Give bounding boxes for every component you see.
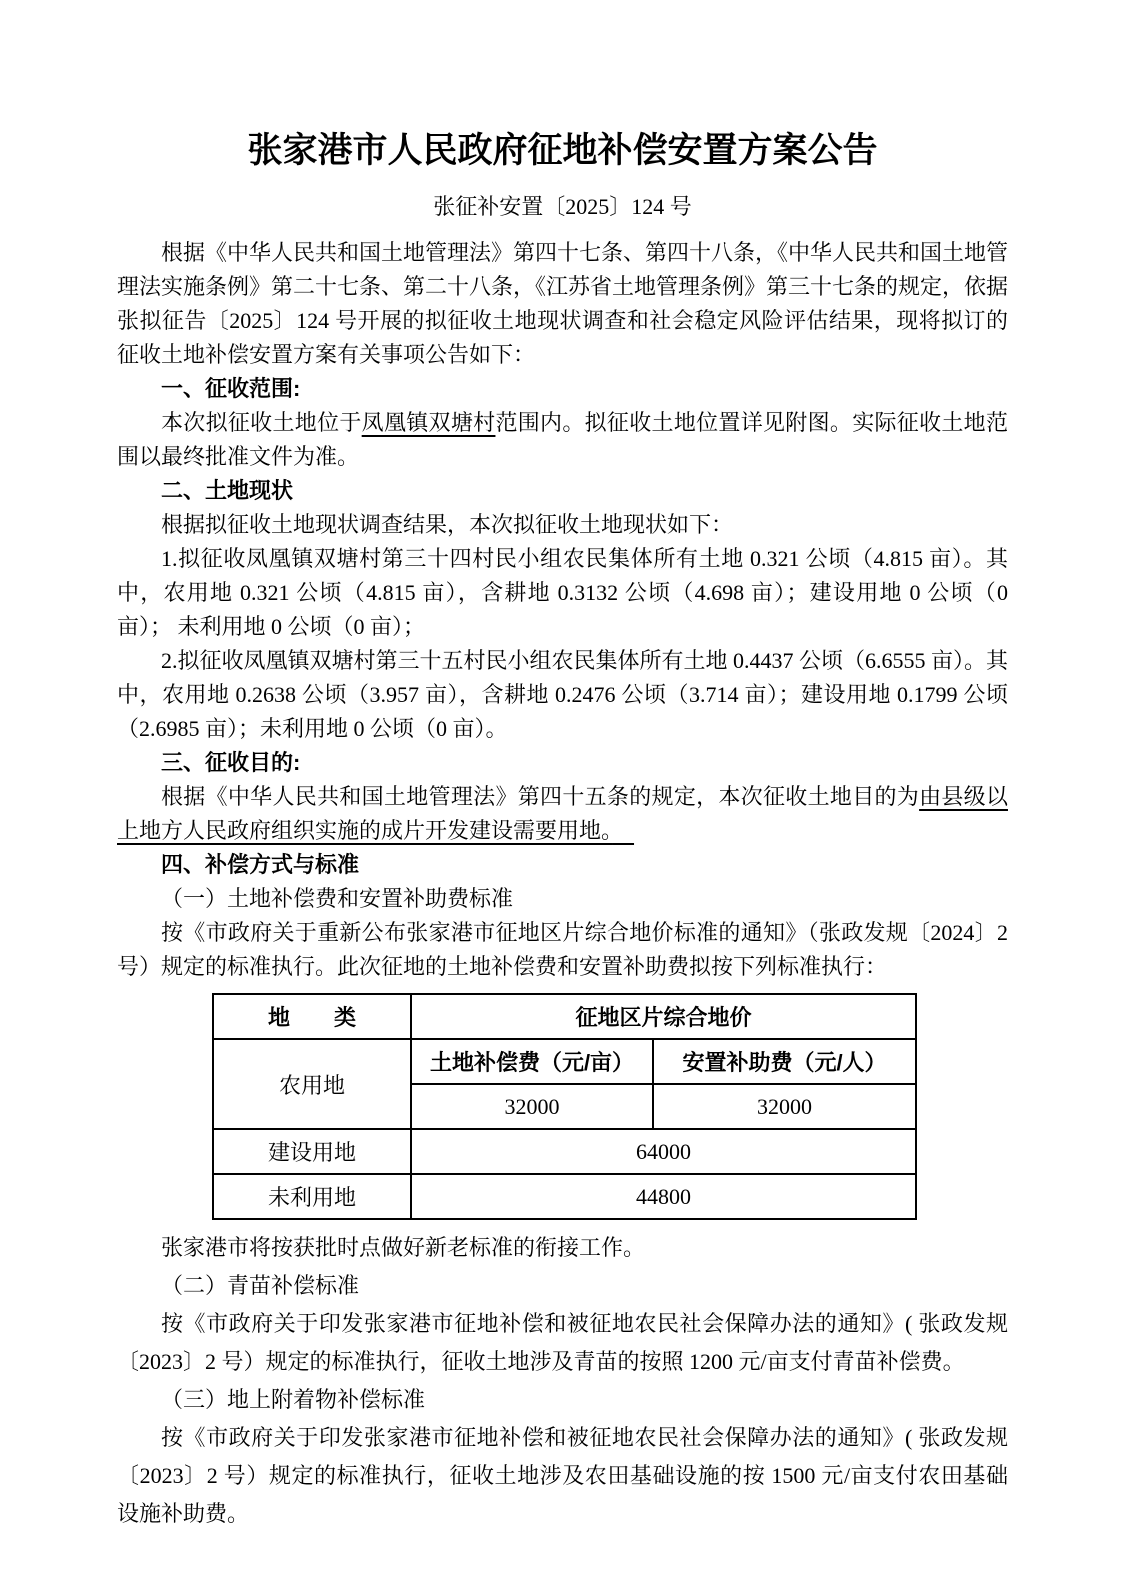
- table-row: [213, 1174, 916, 1219]
- intro-paragraph: 根据《中华人民共和国土地管理法》第四十七条、第四十八条，《中华人民共和国土地管理法实施条例》第二十七条、第二十八条，《江苏省土地管理条例》第三十七条的规定，依据张拟征告〔2025〕124 号开展的拟征收土地现状调查和社会稳定风险评估结果，现将拟订的征收土地补偿安置方案有关事项公告如下：: [117, 240, 1009, 367]
- scope-paragraph: [117, 406, 1008, 474]
- subsection-heading-attachments: （三）地上附着物补偿标准: [161, 1387, 426, 1412]
- table-row: [213, 1129, 916, 1174]
- table-header-land-type: 地 类: [213, 994, 411, 1039]
- table-cell-agricultural-resettlement-subsidy: 32000: [653, 1084, 916, 1129]
- scope-location-underlined: 凤凰镇双塘村: [361, 410, 496, 435]
- table-cell-construction-price: 64000: [411, 1129, 916, 1174]
- table-cell-land-type-construction: 建设用地: [213, 1129, 411, 1174]
- standards-transition-note: 张家港市将按获批时点做好新老标准的衔接工作。: [161, 1235, 646, 1260]
- section-heading-scope: 一、征收范围:: [161, 376, 301, 401]
- document-title: 张家港市人民政府征地补偿安置方案公告: [247, 131, 878, 170]
- land-status-intro: 根据拟征收土地现状调查结果，本次拟征收土地现状如下：: [161, 512, 734, 537]
- table-header-resettlement-subsidy: 安置补助费（元/人）: [653, 1039, 916, 1084]
- after-table-content: [117, 1229, 1008, 1533]
- subsection-heading-land-fee: （一）土地补偿费和安置补助费标准: [161, 886, 514, 911]
- table-header-combined-price: 征地区片综合地价: [411, 994, 916, 1039]
- land-status-item-1: 1.拟征收凤凰镇双塘村第三十四村民小组农民集体所有土地 0.321 公顷（4.815 亩）。其中，农用地 0.321 公顷（4.815 亩），含耕地 0.3132 公顷（4.698 亩）；建设用地 0 公顷（0 亩）； 未利用地 0 公顷（0 亩）；: [117, 546, 1008, 639]
- attachments-paragraph: 按《市政府关于印发张家港市征地补偿和被征地农民社会保障办法的通知》( 张政发规〔2023〕2 号）规定的标准执行，征收土地涉及农田基础设施的按 1500 元/亩支付农田基础设施补助费。: [117, 1425, 1008, 1526]
- subsection-heading-seedling: （二）青苗补偿标准: [161, 1273, 360, 1298]
- table-row: [213, 1039, 916, 1084]
- document-number: 张征补安置〔2025〕124 号: [433, 194, 692, 219]
- section-heading-purpose: 三、征收目的:: [161, 750, 301, 775]
- table-cell-unused-price: 44800: [411, 1174, 916, 1219]
- land-fee-paragraph: 按《市政府关于重新公布张家港市征地区片综合地价标准的通知》（张政发规〔2024〕2 号）规定的标准执行。此次征地的土地补偿费和安置补助费拟按下列标准执行：: [117, 920, 1008, 979]
- table-cell-land-type-agricultural: 农用地: [213, 1039, 411, 1129]
- land-status-item-2: 2.拟征收凤凰镇双塘村第三十五村民小组农民集体所有土地 0.4437 公顷（6.6555 亩）。其中，农用地 0.2638 公顷（3.957 亩），含耕地 0.2476 公顷（3.714 亩）；建设用地 0.1799 公顷（2.6985 亩）；未利用地 0 公顷（0 亩）。: [117, 648, 1009, 741]
- purpose-text-before: 根据《中华人民共和国土地管理法》第四十五条的规定，本次征收土地目的为: [161, 784, 920, 809]
- purpose-underlined: 由县级以上地方人民政府组织实施的成片开发建设需要用地。: [117, 784, 1008, 843]
- document-body: [117, 236, 1008, 1533]
- table-header-land-compensation: 土地补偿费（元/亩）: [411, 1039, 653, 1084]
- table-cell-land-type-unused: 未利用地: [213, 1174, 411, 1219]
- section-heading-land-status: 二、土地现状: [161, 478, 294, 503]
- compensation-price-table: [212, 993, 917, 1220]
- seedling-paragraph: 按《市政府关于印发张家港市征地补偿和被征地农民社会保障办法的通知》( 张政发规〔2023〕2 号）规定的标准执行，征收土地涉及青苗的按照 1200 元/亩支付青苗补偿费。: [117, 1311, 1008, 1374]
- table-row: [213, 994, 916, 1039]
- purpose-paragraph: [117, 780, 1008, 848]
- table-cell-agricultural-land-compensation: 32000: [411, 1084, 653, 1129]
- section-heading-compensation: 四、补偿方式与标准: [161, 852, 360, 877]
- scope-text-after: 范围内。拟征收土地位置详见附图。实际征收土地范围以最终批准文件为准。: [117, 410, 1008, 469]
- scope-text-before: 本次拟征收土地位于: [161, 410, 362, 435]
